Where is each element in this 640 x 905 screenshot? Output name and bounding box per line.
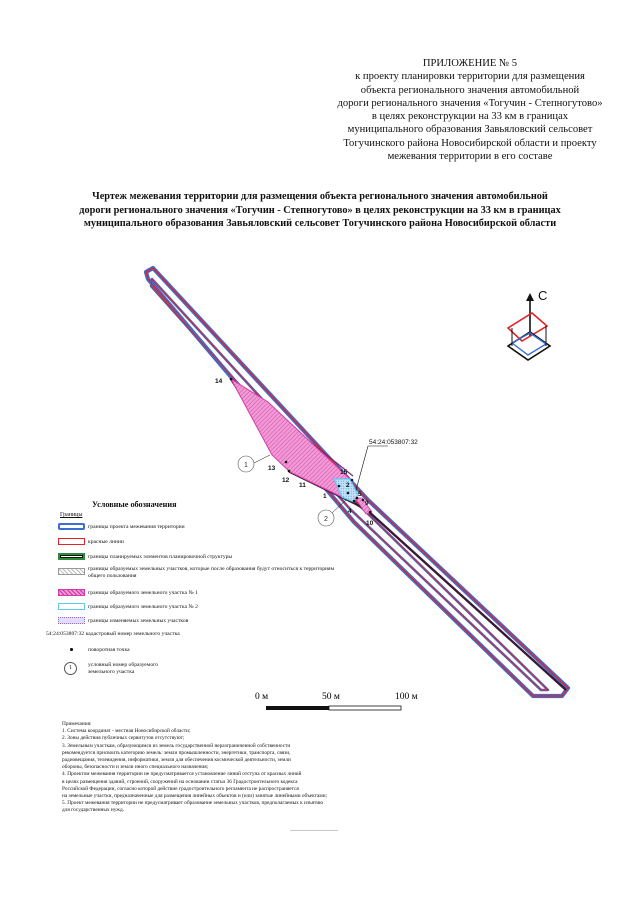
point-label: 2 — [346, 482, 350, 489]
point-label: 4 — [348, 508, 352, 515]
legend-label-line: земельного участка — [88, 669, 135, 675]
legend-item-public-plots — [46, 566, 336, 584]
legend-swatch — [58, 523, 85, 530]
legend-label: границы изменяемых земельных участков — [88, 618, 189, 624]
point-label: 9 — [365, 500, 369, 507]
plot-number-icon: 1 — [64, 662, 77, 675]
turn-point-icon — [70, 648, 73, 651]
page-footer-rule — [290, 830, 338, 831]
project-boundary — [146, 268, 568, 696]
note-line: в целях размещения зданий, строений, сооружений на основании статьи 36 Градостроительного кодекса — [62, 778, 298, 785]
legend-label — [88, 662, 158, 676]
legend-cadastral — [46, 631, 180, 637]
note-line: 1. Система координат - местная Новосибирской области; — [62, 728, 191, 735]
legend-cadastral-desc: кадастровый номер земельного участка — [85, 631, 180, 637]
appendix-line: к проекту планировки территории для размещения — [355, 71, 585, 83]
legend-item-planning-elements — [46, 552, 336, 566]
point-label: 13 — [268, 465, 276, 472]
note-line: 2. Зоны действия публичных сервитутов отсутствуют; — [62, 735, 185, 742]
appendix-line: муниципального образования Завьяловский сельсовет — [347, 124, 593, 136]
legend-item-plot-1 — [46, 588, 336, 602]
title-line: дороги регионального значения «Тогучин - Степногутово» в целях реконструкции на 33 км в границах — [79, 204, 561, 216]
note-line: для государственных нужд. — [62, 807, 124, 814]
scale-label: 100 м — [395, 692, 418, 702]
point-label: 5 — [358, 491, 362, 498]
legend-item-changed-plots — [46, 616, 336, 630]
legend-swatch — [58, 538, 85, 545]
plot-leader — [254, 455, 270, 463]
legend-item-turn-point — [46, 646, 336, 660]
legend-swatch — [58, 603, 85, 610]
appendix-line: ПРИЛОЖЕНИЕ № 5 — [422, 58, 518, 69]
note-line: радиовещания, телевидения, информатики, земли для обеспечения космической деятельности, земли — [62, 757, 291, 764]
legend-title: Условные обозначения — [92, 500, 177, 509]
note-line: Примечания: — [62, 721, 92, 727]
legend-item-plot-2 — [46, 602, 336, 616]
legend-label: границы образуемых земельных участков, которые после образования будут относиться к территориям общего пользования — [88, 566, 335, 579]
notes — [62, 721, 327, 815]
scale-label: 50 м — [322, 692, 340, 702]
legend-subtitle: Границы — [60, 512, 83, 518]
legend-label: красные линии — [88, 539, 124, 545]
legend-label: поворотная точка — [88, 647, 130, 653]
appendix-line: в целях реконструкции на 33 км в границах — [371, 111, 569, 123]
point-label: 15 — [340, 469, 348, 476]
appendix-line: Тогучинского района Новосибирской области и проекту — [343, 137, 597, 149]
scale-bar — [255, 692, 418, 710]
legend-label: границы проекта межевания территории — [88, 524, 185, 530]
appendix-line: дороги регионального значения «Тогучин - Степногутово» — [337, 97, 603, 109]
point-label: 14 — [215, 378, 223, 385]
legend-swatch — [58, 589, 85, 596]
north-label: С — [538, 288, 548, 303]
legend-cadastral-example: 54:24:053807:32 — [46, 631, 85, 637]
legend-item-plot-number — [46, 660, 336, 680]
note-line: рекомендуется присвоить категорию земель: земли промышленности, энергетики, транспорта, связи, — [62, 749, 291, 756]
cadastral-number: 54:24:053807:32 — [369, 439, 418, 446]
legend-item-red-lines — [46, 537, 336, 551]
point-label: 12 — [282, 477, 290, 484]
legend-label: границы образуемого земельного участка № 1 — [88, 590, 198, 596]
legend-label: границы образуемого земельного участка № 2 — [88, 604, 198, 610]
legend-swatch — [58, 568, 85, 575]
title-line: муниципального образования Завьяловский сельсовет Тогучинского района Новосибирской области — [83, 218, 557, 229]
note-line: обороны, безопасности и земли иного специального назначения; — [62, 764, 209, 771]
note-line: на земельные участки, предназначенные для размещения линейных объектов и (или) занятые линейными объектами; — [62, 793, 328, 800]
cadastral-leader — [356, 446, 368, 490]
point-label: 1 — [323, 493, 327, 500]
note-line: 5. Проект межевания территории не предусматривает образование земельных участков, предполагаемых к изъятию — [62, 800, 324, 807]
note-line: Российской Федерации, согласно которой действие градостроительного регламента не распространяется — [62, 785, 299, 792]
point-label: 10 — [366, 520, 374, 527]
note-line: 4. Проектом межевания территории не предусматривается установление линий отступа от красных линий — [62, 771, 302, 778]
scale-label: 0 м — [255, 692, 269, 702]
plot-number: 2 — [324, 516, 328, 523]
appendix-line: объекта регионального значения автомобильной — [360, 84, 580, 96]
legend-label-line: условный номер образуемого — [88, 662, 159, 668]
land-plot-1 — [231, 379, 350, 498]
legend-item-project-boundary — [46, 522, 336, 536]
title-line: Чертеж межевания территории для размещения объекта регионального значения автомобильной — [92, 191, 548, 202]
north-arrow — [508, 288, 550, 360]
legend-label: границы планируемых элементов планировочной структуры — [88, 554, 233, 560]
legend-swatch — [58, 617, 85, 624]
point-label: 11 — [299, 482, 306, 489]
legend-swatch — [58, 553, 85, 560]
note-line: 3. Земельным участкам, образующимся из земель государственной неразграниченной собственности — [62, 742, 291, 749]
appendix-line: межевания территории в его составе — [387, 151, 553, 163]
plot-number: 1 — [244, 462, 248, 469]
